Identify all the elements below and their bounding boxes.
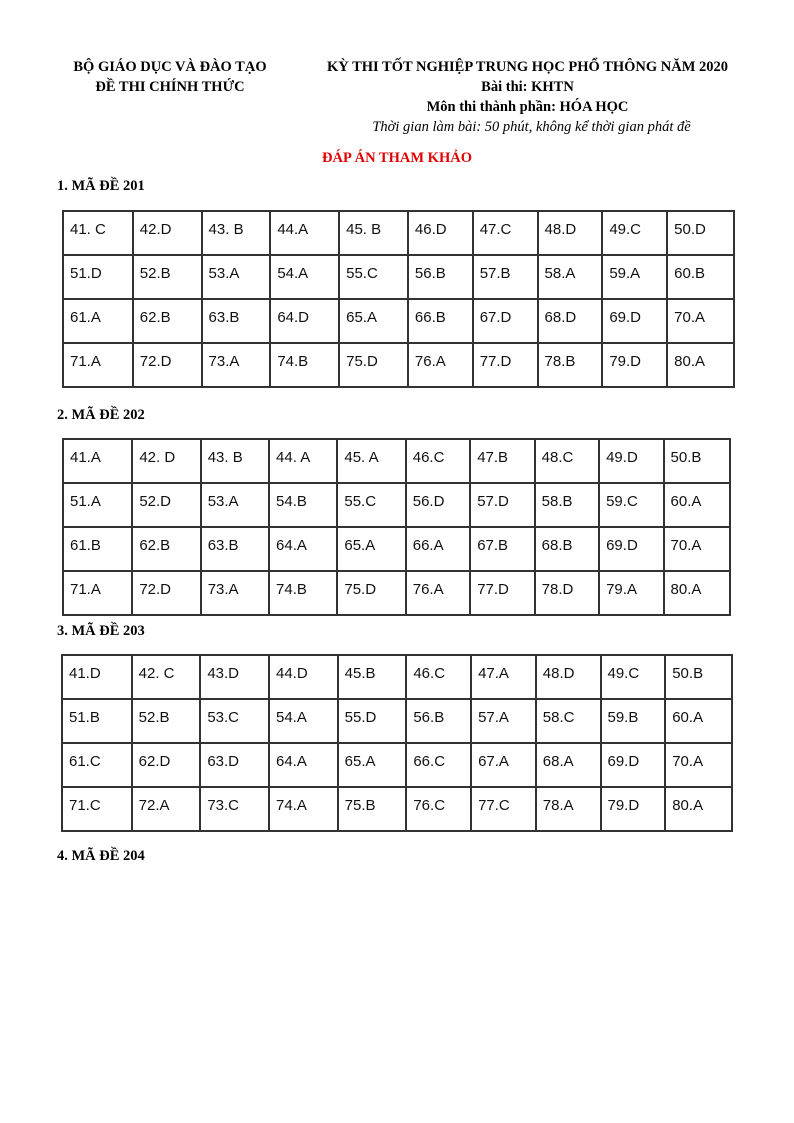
answer-cell: 48.D — [536, 655, 601, 699]
answer-table-202 — [62, 438, 731, 616]
answer-cell: 49.D — [599, 439, 663, 483]
answer-cell: 52.B — [132, 699, 201, 743]
answer-cell: 68.A — [536, 743, 601, 787]
answer-cell: 68.D — [538, 299, 603, 343]
answer-cell: 57.D — [470, 483, 534, 527]
answer-cell: 42.D — [133, 211, 202, 255]
answer-cell: 54.A — [269, 699, 338, 743]
answer-cell: 69.D — [601, 743, 666, 787]
answer-cell: 65.A — [339, 299, 408, 343]
answer-cell: 66.A — [406, 527, 470, 571]
answer-cell: 53.A — [202, 255, 271, 299]
answer-cell: 71.A — [63, 571, 132, 615]
answer-cell: 68.B — [535, 527, 599, 571]
answer-cell: 58.C — [536, 699, 601, 743]
official-exam-label: ĐỀ THI CHÍNH THỨC — [95, 79, 245, 95]
exam-subject: Môn thi thành phần: HÓA HỌC — [426, 99, 629, 115]
answer-cell: 46.C — [406, 439, 470, 483]
answer-cell: 58.A — [538, 255, 603, 299]
ministry-header — [60, 57, 280, 97]
answer-cell: 63.B — [202, 299, 271, 343]
answer-cell: 72.A — [132, 787, 201, 831]
answer-table-203 — [61, 654, 733, 832]
ministry-name: BỘ GIÁO DỤC VÀ ĐÀO TẠO — [73, 59, 267, 75]
answer-cell: 45. B — [339, 211, 408, 255]
answer-cell: 67.B — [470, 527, 534, 571]
table-row — [62, 699, 732, 743]
answer-cell: 50.B — [665, 655, 732, 699]
table-row — [63, 571, 730, 615]
answer-cell: 43. B — [201, 439, 269, 483]
answer-cell: 57.B — [473, 255, 538, 299]
answer-cell: 49.C — [602, 211, 667, 255]
answer-cell: 47.B — [470, 439, 534, 483]
answer-cell: 46.D — [408, 211, 473, 255]
table-row — [62, 655, 732, 699]
section-label-202: 2. MÃ ĐỀ 202 — [57, 407, 145, 423]
answer-cell: 51.B — [62, 699, 132, 743]
answer-cell: 51.A — [63, 483, 132, 527]
table-row — [63, 255, 734, 299]
answer-cell: 56.D — [406, 483, 470, 527]
answer-cell: 64.A — [269, 743, 338, 787]
answer-cell: 61.C — [62, 743, 132, 787]
answer-cell: 74.B — [270, 343, 339, 387]
answer-cell: 74.B — [269, 571, 337, 615]
answer-cell: 47.C — [473, 211, 538, 255]
answer-cell: 71.A — [63, 343, 133, 387]
answer-cell: 58.B — [535, 483, 599, 527]
answer-cell: 48.D — [538, 211, 603, 255]
answer-cell: 72.D — [132, 571, 200, 615]
answer-cell: 73.A — [202, 343, 271, 387]
answer-cell: 46.C — [406, 655, 471, 699]
section-label-203: 3. MÃ ĐỀ 203 — [57, 623, 145, 639]
answer-cell: 41.D — [62, 655, 132, 699]
answer-cell: 72.D — [133, 343, 202, 387]
answer-cell: 43.D — [200, 655, 269, 699]
answer-cell: 69.D — [599, 527, 663, 571]
answer-cell: 49.C — [601, 655, 666, 699]
answer-table-201 — [62, 210, 735, 388]
answer-cell: 80.A — [665, 787, 732, 831]
exam-duration: Thời gian làm bài: 50 phút, không kể thời gian phát đề — [372, 119, 691, 135]
answer-cell: 75.B — [338, 787, 407, 831]
answer-cell: 55.D — [338, 699, 407, 743]
answer-cell: 76.A — [408, 343, 473, 387]
answer-cell: 61.A — [63, 299, 133, 343]
answer-cell: 78.A — [536, 787, 601, 831]
answer-cell: 64.D — [270, 299, 339, 343]
answer-cell: 59.C — [599, 483, 663, 527]
table-row — [63, 439, 730, 483]
answer-cell: 61.B — [63, 527, 132, 571]
answer-cell: 43. B — [202, 211, 271, 255]
answer-cell: 59.A — [602, 255, 667, 299]
answer-cell: 70.A — [664, 527, 730, 571]
answer-cell: 52.B — [133, 255, 202, 299]
answer-cell: 48.C — [535, 439, 599, 483]
answer-cell: 45. A — [337, 439, 405, 483]
answer-cell: 44.D — [269, 655, 338, 699]
answer-cell: 65.A — [338, 743, 407, 787]
answer-cell: 47.A — [471, 655, 536, 699]
answer-cell: 52.D — [132, 483, 200, 527]
answer-cell: 41.A — [63, 439, 132, 483]
answer-cell: 70.A — [667, 299, 734, 343]
exam-header — [300, 57, 755, 137]
answer-cell: 56.B — [406, 699, 471, 743]
section-label-201: 1. MÃ ĐỀ 201 — [57, 178, 145, 194]
answer-cell: 54.B — [269, 483, 337, 527]
answer-cell: 80.A — [667, 343, 734, 387]
answer-cell: 70.A — [665, 743, 732, 787]
answer-cell: 50.B — [664, 439, 730, 483]
table-row — [63, 483, 730, 527]
answer-cell: 75.D — [337, 571, 405, 615]
answer-cell: 78.B — [538, 343, 603, 387]
answer-cell: 77.D — [473, 343, 538, 387]
table-row — [63, 343, 734, 387]
table-row — [63, 527, 730, 571]
page-title: ĐÁP ÁN THAM KHẢO — [322, 150, 472, 166]
answer-cell: 42. C — [132, 655, 201, 699]
answer-cell: 73.A — [201, 571, 269, 615]
answer-cell: 79.A — [599, 571, 663, 615]
answer-cell: 67.A — [471, 743, 536, 787]
answer-cell: 60.B — [667, 255, 734, 299]
answer-cell: 54.A — [270, 255, 339, 299]
answer-cell: 64.A — [269, 527, 337, 571]
answer-cell: 76.C — [406, 787, 471, 831]
answer-cell: 74.A — [269, 787, 338, 831]
answer-cell: 69.D — [602, 299, 667, 343]
answer-cell: 80.A — [664, 571, 730, 615]
answer-cell: 56.B — [408, 255, 473, 299]
answer-cell: 55.C — [339, 255, 408, 299]
answer-cell: 75.D — [339, 343, 408, 387]
answer-cell: 62.B — [133, 299, 202, 343]
answer-cell: 42. D — [132, 439, 200, 483]
answer-cell: 63.B — [201, 527, 269, 571]
answer-cell: 50.D — [667, 211, 734, 255]
answer-cell: 66.B — [408, 299, 473, 343]
answer-cell: 44. A — [269, 439, 337, 483]
answer-cell: 66.C — [406, 743, 471, 787]
answer-cell: 62.B — [132, 527, 200, 571]
answer-cell: 63.D — [200, 743, 269, 787]
answer-cell: 79.D — [601, 787, 666, 831]
answer-cell: 53.C — [200, 699, 269, 743]
answer-cell: 71.C — [62, 787, 132, 831]
answer-cell: 41. C — [63, 211, 133, 255]
answer-cell: 60.A — [665, 699, 732, 743]
answer-cell: 59.B — [601, 699, 666, 743]
answer-cell: 44.A — [270, 211, 339, 255]
answer-cell: 57.A — [471, 699, 536, 743]
exam-subject-group: Bài thi: KHTN — [481, 79, 574, 95]
answer-cell: 65.A — [337, 527, 405, 571]
answer-cell: 77.D — [470, 571, 534, 615]
answer-cell: 79.D — [602, 343, 667, 387]
exam-name: KỲ THI TỐT NGHIỆP TRUNG HỌC PHỔ THÔNG NĂM 2020 — [326, 59, 729, 75]
answer-cell: 45.B — [338, 655, 407, 699]
table-row — [62, 787, 732, 831]
table-row — [62, 743, 732, 787]
answer-cell: 60.A — [664, 483, 730, 527]
answer-cell: 55.C — [337, 483, 405, 527]
answer-cell: 76.A — [406, 571, 470, 615]
section-label-204: 4. MÃ ĐỀ 204 — [57, 848, 145, 864]
table-row — [63, 299, 734, 343]
answer-cell: 53.A — [201, 483, 269, 527]
answer-cell: 51.D — [63, 255, 133, 299]
table-row — [63, 211, 734, 255]
answer-cell: 62.D — [132, 743, 201, 787]
answer-cell: 67.D — [473, 299, 538, 343]
answer-cell: 78.D — [535, 571, 599, 615]
answer-cell: 73.C — [200, 787, 269, 831]
answer-cell: 77.C — [471, 787, 536, 831]
